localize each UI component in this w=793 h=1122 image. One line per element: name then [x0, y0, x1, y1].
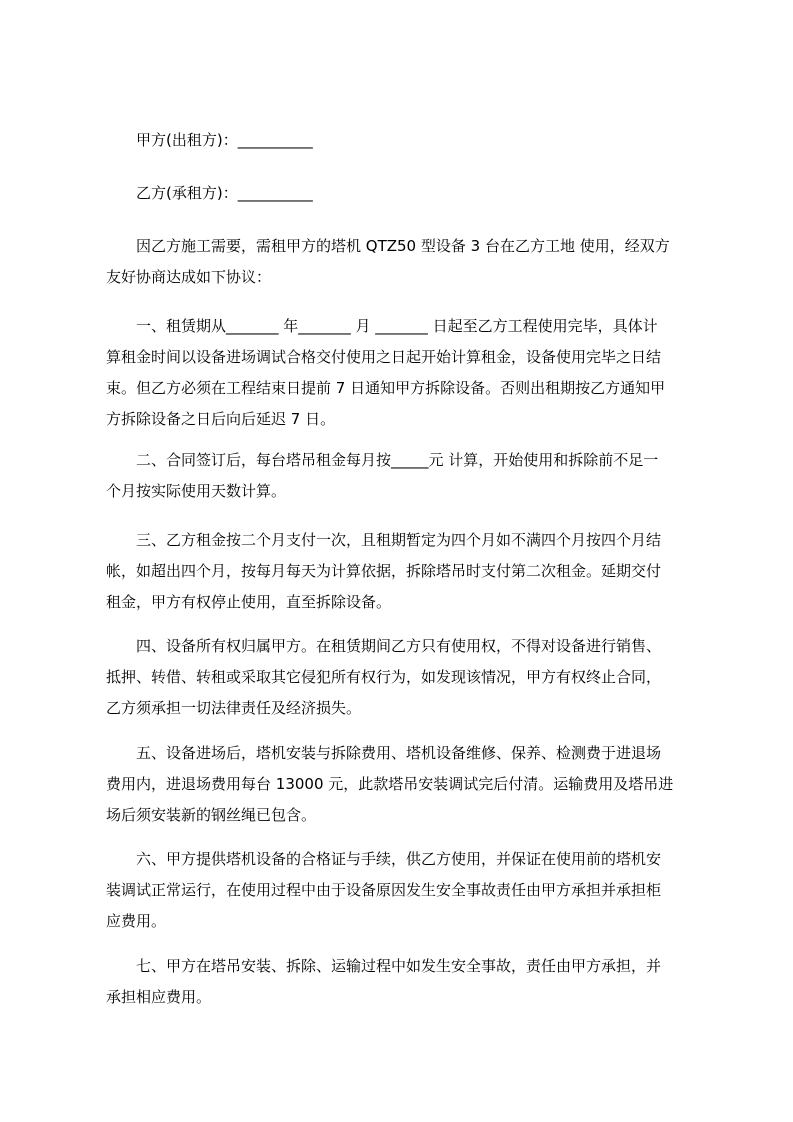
clause-5-line-3: 场后须安装新的钢丝绳已包含。 [106, 806, 317, 824]
party-b-line [106, 178, 706, 209]
clause-3-paragraph [106, 525, 706, 618]
clause-3-line-3: 租金，甲方有权停止使用，直至拆除设备。 [106, 593, 392, 611]
clause-5-line-2: 费用内，进退场费用每台 13000 元，此款塔吊安装调试完后付清。运输费用及塔吊进 [106, 775, 674, 793]
clause-2-paragraph [106, 445, 706, 507]
clause-4-line-2: 抵押、转借、转租或采取其它侵犯所有权行为，如发现该情况，甲方有权终止合同， [106, 668, 662, 686]
party-a-line [106, 125, 706, 156]
party-a-text: 甲方(出租方)：__________ [136, 131, 313, 149]
clause-3-line-1: 三、乙方租金按二个月支付一次，且租期暂定为四个月如不满四个月按四个月结 [136, 531, 662, 549]
intro-line-1: 因乙方施工需要，需租甲方的塔机 QTZ50 型设备 3 台在乙方工地 使用，经双方 [136, 237, 670, 255]
clause-5-line-1: 五、设备进场后，塔机安装与拆除费用、塔机设备维修、保养、检测费于进退场 [136, 744, 662, 762]
intro-line-2: 友好协商达成如下协议： [106, 268, 272, 286]
clause-2-line-2: 个月按实际使用天数计算。 [106, 482, 287, 500]
clause-6-line-2: 装调试正常运行，在使用过程中由于设备原因发生安全事故责任由甲方承担并承担柜 [106, 881, 662, 899]
clause-5-paragraph [106, 738, 706, 831]
clause-4-paragraph [106, 631, 706, 724]
clause-1-line-3: 束。但乙方必须在工程结束日提前 7 日通知甲方拆除设备。否则出租期按乙方通知甲 [106, 379, 666, 397]
clause-4-line-1: 四、设备所有权归属甲方。在租赁期间乙方只有使用权，不得对设备进行销售、 [136, 637, 662, 655]
intro-paragraph [106, 231, 706, 293]
clause-1-line-1: 一、租赁期从_______ 年_______ 月 _______ 日起至乙方工程使用完毕，具体计 [136, 317, 658, 335]
clause-1-line-4: 方拆除设备之日后向后延迟 7 日。 [106, 410, 336, 428]
clause-1-paragraph [106, 311, 706, 435]
clause-2-line-1: 二、合同签订后，每台塔吊租金每月按_____元 计算，开始使用和拆除前不足一 [136, 451, 659, 469]
clause-7-paragraph [106, 951, 706, 1013]
clause-6-line-3: 应费用。 [106, 912, 167, 930]
party-b-text: 乙方(承租方)：__________ [136, 184, 313, 202]
clause-6-paragraph [106, 844, 706, 937]
clause-7-line-2: 承担相应费用。 [106, 988, 212, 1006]
clause-7-line-1: 七、甲方在塔吊安装、拆除、运输过程中如发生安全事故，责任由甲方承担，并 [136, 957, 662, 975]
clause-4-line-3: 乙方须承担一切法律责任及经济损失。 [106, 699, 362, 717]
clause-3-line-2: 帐，如超出四个月，按每月每天为计算依据，拆除塔吊时支付第二次租金。延期交付 [106, 562, 662, 580]
clause-6-line-1: 六、甲方提供塔机设备的合格证与手续，供乙方使用，并保证在使用前的塔机安 [136, 850, 662, 868]
clause-1-line-2: 算租金时间以设备进场调试合格交付使用之日起开始计算租金，设备使用完毕之日结 [106, 348, 662, 366]
